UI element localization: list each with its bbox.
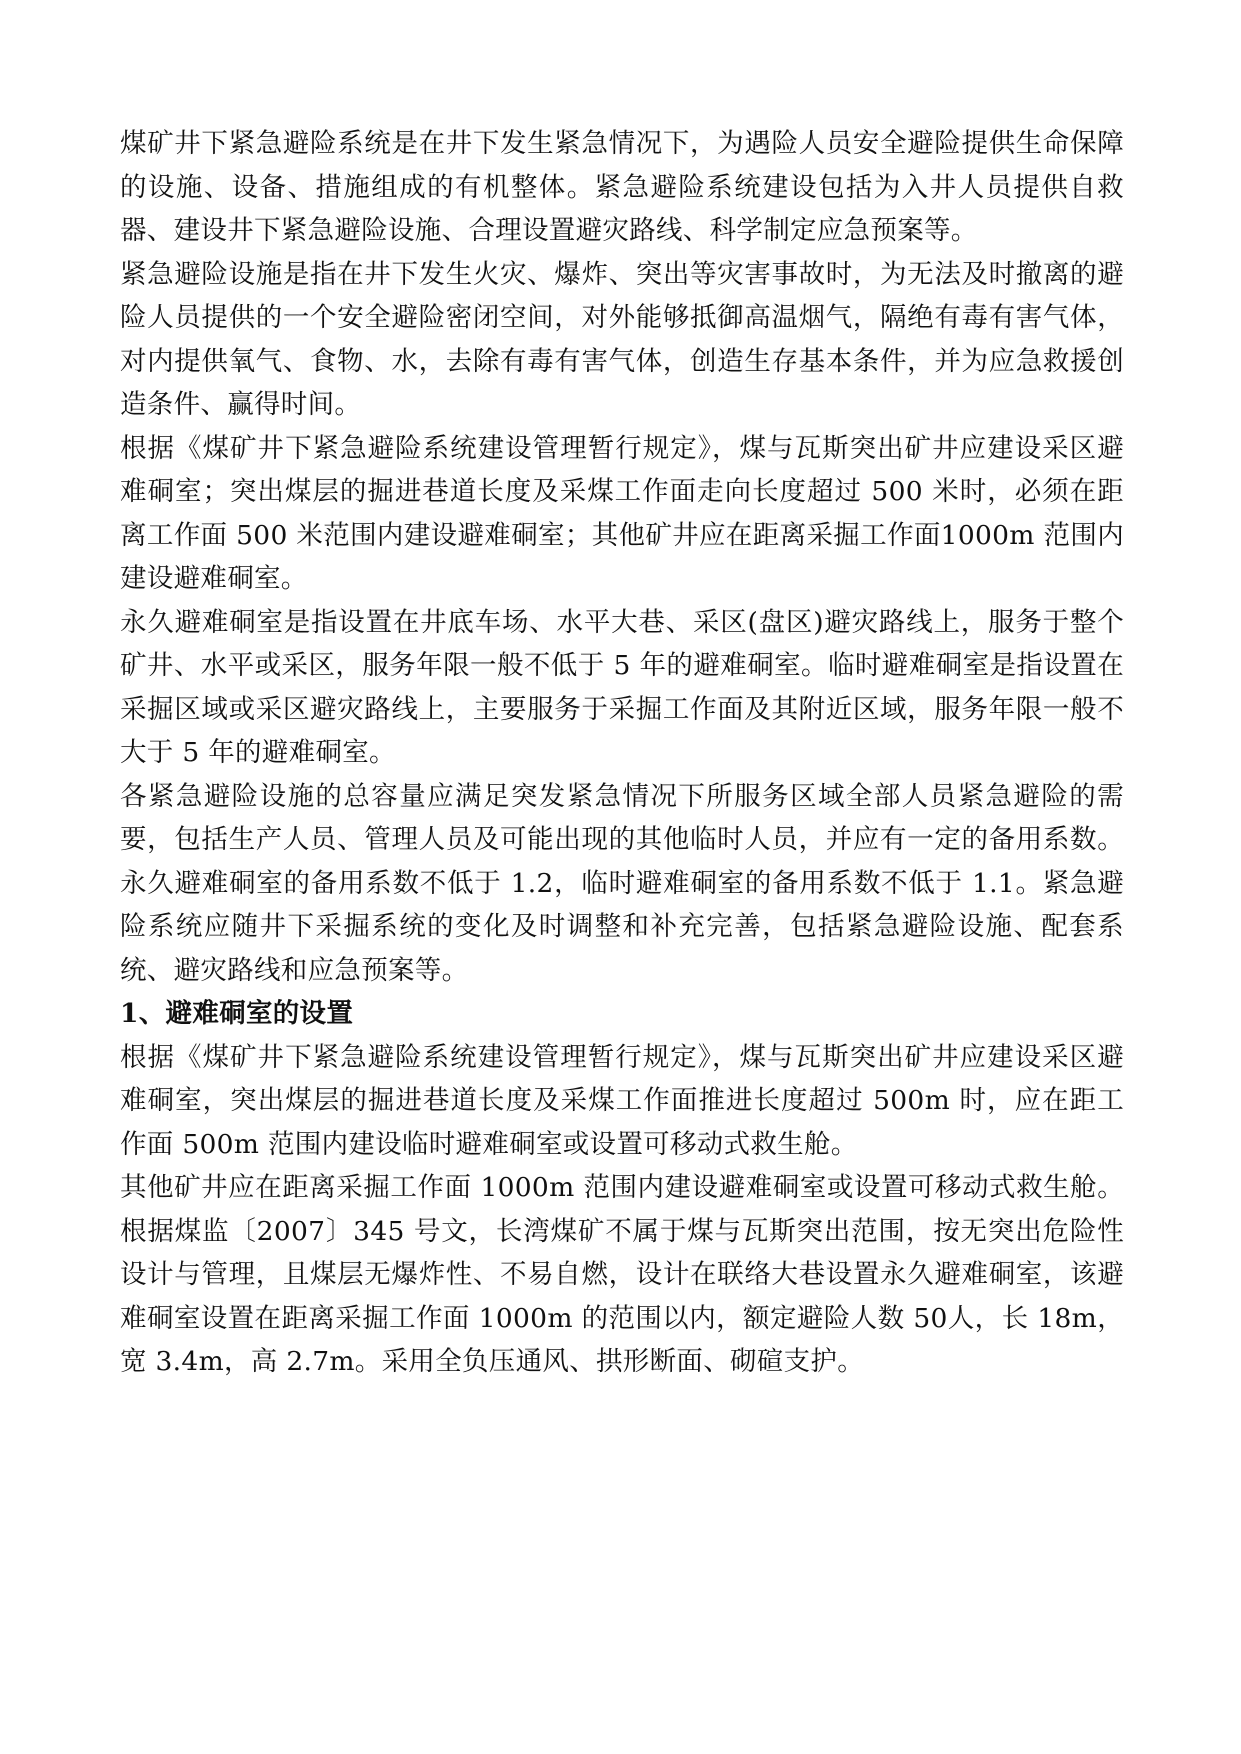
paragraph-capacity-requirements: 各紧急避险设施的总容量应满足突发紧急情况下所服务区域全部人员紧急避险的需要，包括生产人员、管理人员及可能出现的其他临时人员，并应有一定的备用系数。永久避难硐室的备用系数不低于 1.2，临时避难硐室的备用系数不低于 1.1。紧急避险系统应随井下采掘系统的变化及时调整和补充完善，包括紧急避险设施、配套系统、避灾路线和应急预案等。 xyxy=(120,780,1124,986)
paragraph-regulation-requirements: 根据《煤矿井下紧急避险系统建设管理暂行规定》，煤与瓦斯突出矿井应建设采区避难硐室；突出煤层的掘进巷道长度及采煤工作面走向长度超过 500 米时，必须在距离工作面 500 米范围内建设避难硐室；其他矿井应在距离采掘工作面1000m 范围内建设避难硐室。 xyxy=(120,432,1124,594)
paragraph-chamber-design: 其他矿井应在距离采掘工作面 1000m 范围内建设避难硐室或设置可移动式救生舱。根据煤监〔2007〕345 号文，长湾煤矿不属于煤与瓦斯突出范围，按无突出危险性设计与管理，且煤层无爆炸性、不易自燃，设计在联络大巷设置永久避难硐室，该避难硐室设置在距离采掘工作面 1000m 的范围以内，额定避险人数 50人，长 18m，宽 3.4m，高 2.7m。采用全负压通风、拱形断面、砌碹支护。 xyxy=(120,1172,1124,1377)
paragraph-emergency-facility-definition: 紧急避险设施是指在井下发生火灾、爆炸、突出等灾害事故时，为无法及时撤离的避险人员提供的一个安全避险密闭空间，对外能够抵御高温烟气，隔绝有毒有害气体，对内提供氧气、食物、水，去除有毒有害气体，创造生存基本条件，并为应急救援创造条件、赢得时间。 xyxy=(120,258,1124,420)
document-body xyxy=(120,122,1124,1384)
paragraph-chamber-regulation: 根据《煤矿井下紧急避险系统建设管理暂行规定》，煤与瓦斯突出矿井应建设采区避难硐室，突出煤层的掘进巷道长度及采煤工作面推进长度超过 500m 时，应在距工作面 500m 范围内建设临时避难硐室或设置可移动式救生舱。 xyxy=(120,1041,1124,1160)
paragraph-emergency-system-definition: 煤矿井下紧急避险系统是在井下发生紧急情况下，为遇险人员安全避险提供生命保障的设施、设备、措施组成的有机整体。紧急避险系统建设包括为入井人员提供自救器、建设井下紧急避险设施、合理设置避灾路线、科学制定应急预案等。 xyxy=(120,128,1124,246)
paragraph-permanent-temporary-chamber: 永久避难硐室是指设置在井底车场、水平大巷、采区(盘区)避灾路线上，服务于整个矿井、水平或采区，服务年限一般不低于 5 年的避难硐室。临时避难硐室是指设置在采掘区域或采区避灾路线上，主要服务于采掘工作面及其附近区域，服务年限一般不大于 5 年的避难硐室。 xyxy=(120,606,1124,768)
section-heading: 1、避难硐室的设置 xyxy=(120,998,354,1029)
